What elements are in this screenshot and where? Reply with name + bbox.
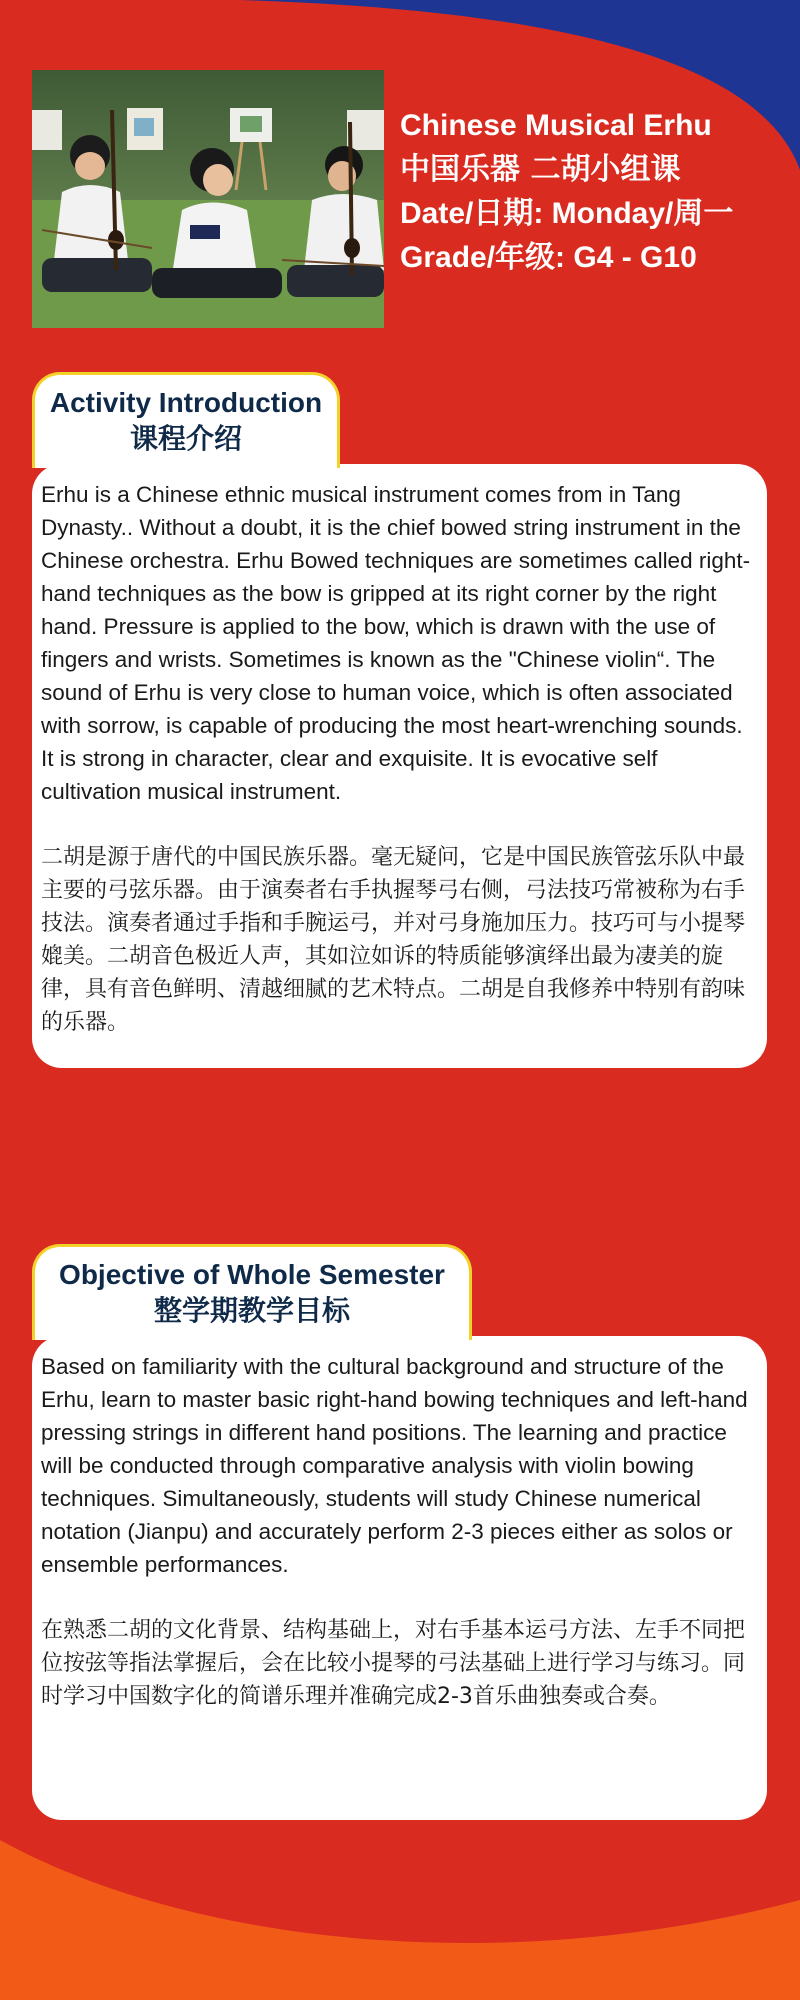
activity-introduction-text-zh: 二胡是源于唐代的中国民族乐器。毫无疑问，它是中国民族管弦乐队中最主要的弓弦乐器。由于演奏者右手执握琴弓右侧，弓法技巧常被称为右手技法。演奏者通过手指和手腕运弓，并对弓身施加压力。技巧可与小提琴媲美。二胡音色极近人声，其如泣如诉的特质能够演绎出最为凄美的旋律，具有音色鲜明、清越细腻的艺术特点。二胡是自我修养中特别有韵味的乐器。 (41, 845, 746, 1035)
activity-introduction-title-zh: 课程介绍 (129, 422, 242, 455)
activity-introduction-text-en: Erhu is a Chinese ethnic musical instrument comes from in Tang Dynasty.. Without a doubt, it is the chief bowed string instrument in the Chinese orchestra. Erhu Bowed techniques are sometimes called right-hand techniques as the bow is gripped at its right corner by the right hand. Pressure is applied to the bow, which is drawn with the use of fingers and wrists. Sometimes is known as the "Chinese violin“. The sound of Erhu is very close to human voice, which is often associated with sorrow, is capable of producing the most heart-wrenching sounds. It is strong in character, clear and exquisite. It is evocative self cultivation musical instrument. (41, 482, 751, 804)
course-date: Date/日期: Monday/周一 (400, 197, 734, 230)
semester-objective-heading (32, 1244, 472, 1340)
activity-introduction-title-en: Activity Introduction (49, 387, 323, 418)
course-title-en: Chinese Musical Erhu (400, 109, 712, 142)
semester-objective-card (32, 1336, 767, 1820)
course-header (400, 104, 790, 280)
semester-objective-title-en: Objective of Whole Semester (59, 1259, 445, 1290)
course-title-zh: 中国乐器 二胡小组课 (400, 152, 681, 187)
activity-introduction-heading (32, 372, 340, 468)
erhu-class-photo (32, 70, 384, 328)
semester-objective-title-zh: 整学期教学目标 (153, 1294, 350, 1327)
course-grade: Grade/年级: G4 - G10 (400, 241, 697, 274)
semester-objective-text-zh: 在熟悉二胡的文化背景、结构基础上，对右手基本运弓方法、左手不同把位按弦等指法掌握后，会在比较小提琴的弓法基础上进行学习与练习。同时学习中国数字化的简谱乐理并准确完成2-3首乐曲独奏或合奏。 (41, 1618, 746, 1709)
activity-introduction-card (32, 464, 767, 1068)
semester-objective-text-en: Based on familiarity with the cultural background and structure of the Erhu, learn to master basic right-hand bowing techniques and left-hand pressing strings in different hand positions. The learning and practice will be conducted through comparative analysis with violin bowing techniques. Simultaneously, students will study Chinese numerical notation (Jianpu) and accurately perform 2-3 pieces either as solos or ensemble performances. (41, 1354, 748, 1577)
